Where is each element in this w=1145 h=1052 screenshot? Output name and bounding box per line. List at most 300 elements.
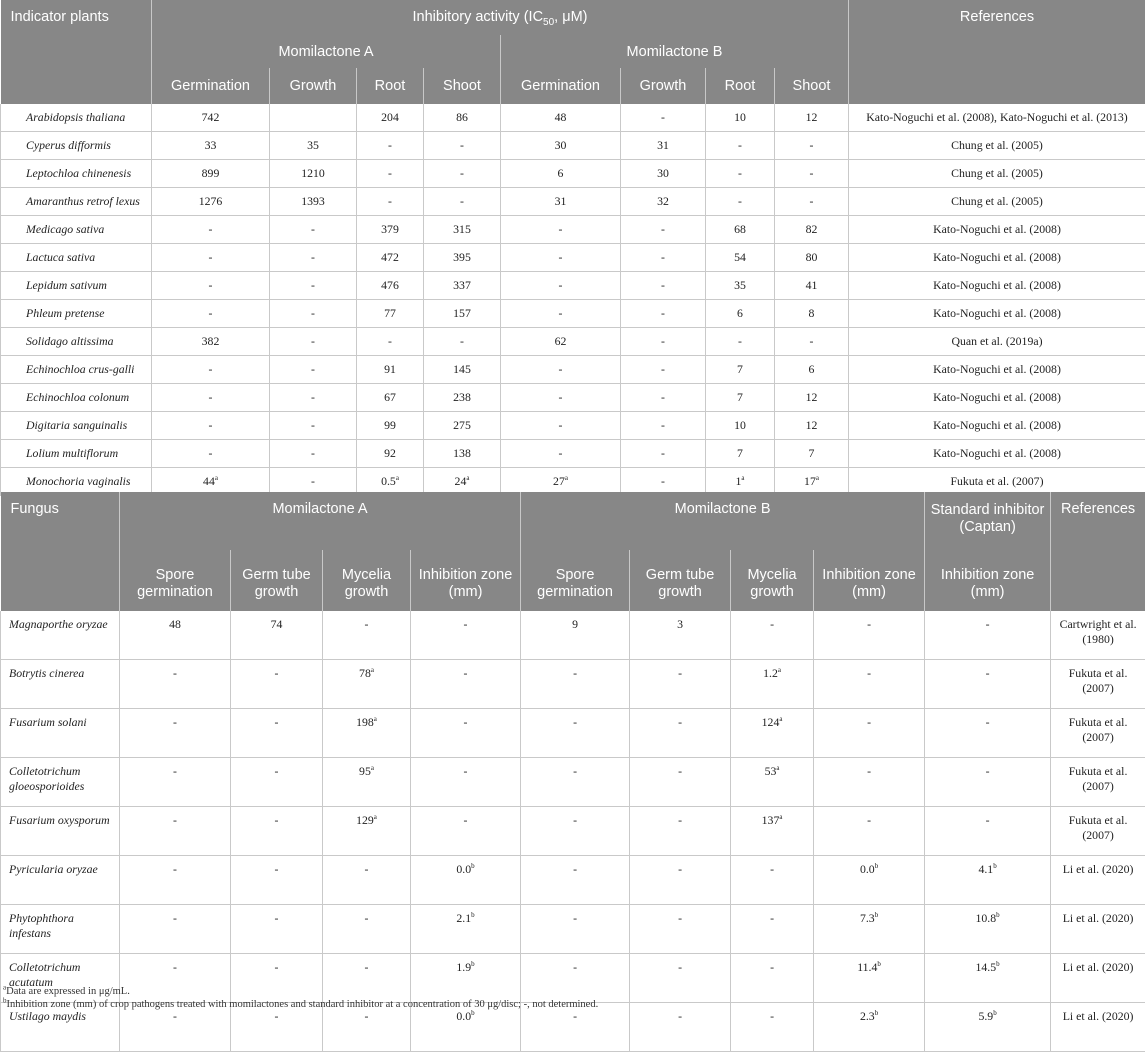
value-cell: - [521, 905, 630, 954]
subheader: Root [706, 68, 775, 104]
footnote-marker: b [875, 1009, 879, 1017]
value-cell: 1.9$^b$ [411, 954, 521, 1003]
value-cell: 7.3$^b$ [814, 905, 925, 954]
value-cell: - [925, 660, 1051, 709]
reference-cell: Fukuta et al. (2007) [1051, 807, 1145, 856]
species-name: Phytophthora infestans [1, 905, 120, 954]
value-cell: 74 [231, 611, 323, 660]
value-cell: - [775, 328, 849, 356]
footnote-marker: b [471, 1009, 475, 1017]
reference-cell: Cartwright et al. (1980) [1051, 611, 1145, 660]
reference-cell: Fukuta et al. (2007) [1051, 758, 1145, 807]
value-cell: - [411, 611, 521, 660]
value-cell: 27$^a$ [501, 468, 621, 496]
value-cell: 382 [152, 328, 270, 356]
subheader: Spore germination [521, 550, 630, 611]
value-cell: - [357, 328, 424, 356]
value-cell: - [731, 905, 814, 954]
value-cell: 7 [706, 356, 775, 384]
species-name: Botrytis cinerea [1, 660, 120, 709]
value-cell: 62 [501, 328, 621, 356]
footnote-marker: a [779, 813, 782, 821]
value-cell: - [357, 132, 424, 160]
value-cell: - [120, 856, 231, 905]
footnote-marker: a [779, 715, 782, 723]
table-row [1, 807, 1145, 856]
value-cell: 2.3$^b$ [814, 1003, 925, 1052]
value-cell: 315 [424, 216, 501, 244]
value-cell: - [775, 132, 849, 160]
footnote-marker: b [471, 862, 475, 870]
subheader: Mycelia growth [731, 550, 814, 611]
value-cell: - [925, 611, 1051, 660]
value-cell: 48 [501, 104, 621, 132]
value-cell: - [521, 856, 630, 905]
reference-cell: Kato-Noguchi et al. (2008) [849, 216, 1145, 244]
value-cell: - [621, 412, 706, 440]
value-cell: 54 [706, 244, 775, 272]
value-cell: - [270, 468, 357, 496]
header-inhibitory-activity: Inhibitory activity ($IC_{50}$, μM) [152, 0, 849, 35]
footnote-marker: a [778, 666, 781, 674]
table-row [1, 328, 1145, 356]
value-cell: - [270, 440, 357, 468]
value-cell: - [621, 356, 706, 384]
value-cell: - [521, 660, 630, 709]
value-cell: - [424, 160, 501, 188]
reference-cell: Chung et al. (2005) [849, 160, 1145, 188]
value-cell: - [323, 611, 411, 660]
value-cell: 157 [424, 300, 501, 328]
value-cell: - [630, 905, 731, 954]
subheader: Germination [501, 68, 621, 104]
value-cell: 30 [621, 160, 706, 188]
reference-cell: Fukuta et al. (2007) [1051, 660, 1145, 709]
value-cell: 17$^a$ [775, 468, 849, 496]
table-row [1, 104, 1145, 132]
value-cell: - [270, 356, 357, 384]
species-name: Echinochloa colonum [1, 384, 152, 412]
value-cell: 77 [357, 300, 424, 328]
header-references: References [849, 0, 1145, 104]
value-cell: - [152, 412, 270, 440]
species-name: Arabidopsis thaliana [1, 104, 152, 132]
value-cell: 24$^a$ [424, 468, 501, 496]
value-cell: 742 [152, 104, 270, 132]
reference-cell: Kato-Noguchi et al. (2008) [849, 272, 1145, 300]
value-cell: - [501, 216, 621, 244]
table-row [1, 132, 1145, 160]
value-cell: 137$^a$ [731, 807, 814, 856]
value-cell: - [323, 856, 411, 905]
table-row [1, 244, 1145, 272]
value-cell: - [731, 954, 814, 1003]
value-cell: 3 [630, 611, 731, 660]
header-momilactone-a: Momilactone A [152, 35, 501, 68]
header-momilactone-b: Momilactone B [501, 35, 849, 68]
value-cell: - [152, 300, 270, 328]
value-cell: - [424, 188, 501, 216]
value-cell: - [120, 1003, 231, 1052]
value-cell: - [120, 758, 231, 807]
value-cell: - [152, 440, 270, 468]
table-row [1, 412, 1145, 440]
species-name: Digitaria sanguinalis [1, 412, 152, 440]
value-cell: - [775, 160, 849, 188]
header-momilactone-b: Momilactone B [521, 492, 925, 550]
value-cell: - [152, 216, 270, 244]
value-cell: - [630, 856, 731, 905]
value-cell: - [424, 132, 501, 160]
value-cell: - [152, 244, 270, 272]
species-name: Lepidum sativum [1, 272, 152, 300]
value-cell: - [411, 758, 521, 807]
table-row [1, 300, 1145, 328]
subheader: Inhibition zone (mm) [411, 550, 521, 611]
value-cell: 0.0$^b$ [411, 856, 521, 905]
value-cell: - [521, 954, 630, 1003]
table-row [1, 440, 1145, 468]
value-cell: 68 [706, 216, 775, 244]
value-cell: 9 [521, 611, 630, 660]
subheader: Spore germination [120, 550, 231, 611]
value-cell: - [270, 244, 357, 272]
value-cell: - [621, 300, 706, 328]
table-row [1, 954, 1145, 1003]
value-cell: - [411, 660, 521, 709]
footnote-marker: b [993, 862, 997, 870]
value-cell: - [630, 1003, 731, 1052]
table-row [1, 272, 1145, 300]
value-cell: 337 [424, 272, 501, 300]
footnote-marker: b [996, 911, 1000, 919]
table-row [1, 384, 1145, 412]
value-cell: - [621, 272, 706, 300]
subheader: Growth [621, 68, 706, 104]
reference-cell: Chung et al. (2005) [849, 132, 1145, 160]
value-cell: 899 [152, 160, 270, 188]
value-cell: 1.2$^a$ [731, 660, 814, 709]
reference-cell: Kato-Noguchi et al. (2008) [849, 356, 1145, 384]
footnote-marker: a [466, 474, 469, 482]
value-cell: 198$^a$ [323, 709, 411, 758]
value-cell: 379 [357, 216, 424, 244]
footnote-marker: a [371, 666, 374, 674]
reference-cell: Kato-Noguchi et al. (2008) [849, 440, 1145, 468]
subheader: Germination [152, 68, 270, 104]
value-cell: 99 [357, 412, 424, 440]
value-cell: - [814, 660, 925, 709]
value-cell: 92 [357, 440, 424, 468]
footnote-marker: b [875, 862, 879, 870]
value-cell: 35 [706, 272, 775, 300]
table-row [1, 758, 1145, 807]
header-standard-inhibitor: Standard inhibitor (Captan) [925, 492, 1051, 550]
value-cell: - [323, 954, 411, 1003]
species-name: Echinochloa crus-galli [1, 356, 152, 384]
value-cell: 10 [706, 104, 775, 132]
footnote-marker: b [875, 911, 879, 919]
footnote-marker: a [374, 715, 377, 723]
value-cell: 12 [775, 412, 849, 440]
value-cell: 0.0$^b$ [411, 1003, 521, 1052]
value-cell: - [231, 709, 323, 758]
value-cell: - [501, 356, 621, 384]
value-cell: - [630, 660, 731, 709]
footnote-marker: b [996, 960, 1000, 968]
value-cell [270, 104, 357, 132]
value-cell: 6 [775, 356, 849, 384]
reference-cell: Fukuta et al. (2007) [849, 468, 1145, 496]
value-cell: 8 [775, 300, 849, 328]
value-cell: - [270, 272, 357, 300]
species-name: Pyricularia oryzae [1, 856, 120, 905]
value-cell: 1210 [270, 160, 357, 188]
value-cell: - [357, 188, 424, 216]
value-cell: 6 [501, 160, 621, 188]
table-row [1, 905, 1145, 954]
subheader: Shoot [424, 68, 501, 104]
value-cell: 129$^a$ [323, 807, 411, 856]
value-cell: 14.5$^b$ [925, 954, 1051, 1003]
header-fungus: Fungus [1, 492, 120, 611]
value-cell: - [621, 468, 706, 496]
species-name: Magnaporthe oryzae [1, 611, 120, 660]
reference-cell: Kato-Noguchi et al. (2008) [849, 412, 1145, 440]
value-cell: - [706, 188, 775, 216]
value-cell: 48 [120, 611, 231, 660]
species-name: Ustilago maydis [1, 1003, 120, 1052]
reference-cell: Kato-Noguchi et al. (2008), Kato-Noguchi et al. (2013) [849, 104, 1145, 132]
value-cell: - [152, 384, 270, 412]
value-cell: - [152, 272, 270, 300]
value-cell: - [231, 660, 323, 709]
value-cell: - [775, 188, 849, 216]
value-cell: 11.4$^b$ [814, 954, 925, 1003]
footnote-marker: a [816, 474, 819, 482]
value-cell: - [630, 709, 731, 758]
header-momilactone-a: Momilactone A [120, 492, 521, 550]
table-row [1, 660, 1145, 709]
value-cell: - [925, 758, 1051, 807]
subheader: Root [357, 68, 424, 104]
value-cell: - [621, 440, 706, 468]
footnote-marker: a [371, 764, 374, 772]
species-name: Colletotrichum gloeosporioides [1, 758, 120, 807]
value-cell: 12 [775, 384, 849, 412]
value-cell: 476 [357, 272, 424, 300]
value-cell: 0.5$^a$ [357, 468, 424, 496]
subheader: Germ tube growth [231, 550, 323, 611]
value-cell: 82 [775, 216, 849, 244]
footnote-marker: a [741, 474, 744, 482]
species-name: Fusarium oxysporum [1, 807, 120, 856]
value-cell: 95$^a$ [323, 758, 411, 807]
value-cell: - [501, 412, 621, 440]
species-name: Fusarium solani [1, 709, 120, 758]
value-cell: - [814, 807, 925, 856]
value-cell: 6 [706, 300, 775, 328]
value-cell: - [501, 384, 621, 412]
footnote-a: $^a$Data are expressed in μg/mL. [3, 986, 130, 997]
value-cell: 30 [501, 132, 621, 160]
value-cell: 33 [152, 132, 270, 160]
footnote-marker: b [471, 911, 475, 919]
value-cell: - [731, 611, 814, 660]
plants-table [0, 0, 1145, 496]
footnote-marker: b [471, 960, 475, 968]
species-name: Lactuca sativa [1, 244, 152, 272]
value-cell: - [323, 1003, 411, 1052]
table-row [1, 216, 1145, 244]
table-row [1, 356, 1145, 384]
value-cell: 2.1$^b$ [411, 905, 521, 954]
value-cell: - [521, 758, 630, 807]
reference-cell: Li et al. (2020) [1051, 905, 1145, 954]
reference-cell: Li et al. (2020) [1051, 954, 1145, 1003]
value-cell: 7 [706, 384, 775, 412]
table-row [1, 709, 1145, 758]
value-cell: 7 [775, 440, 849, 468]
value-cell: - [630, 954, 731, 1003]
value-cell: 41 [775, 272, 849, 300]
value-cell: 91 [357, 356, 424, 384]
value-cell: - [630, 807, 731, 856]
footnote-marker: a [3, 984, 6, 992]
subheader: Growth [270, 68, 357, 104]
value-cell: - [630, 758, 731, 807]
species-name: Colletotrichum acutatum [1, 954, 120, 1003]
reference-cell: Kato-Noguchi et al. (2008) [849, 300, 1145, 328]
value-cell: 5.9$^b$ [925, 1003, 1051, 1052]
value-cell: - [120, 905, 231, 954]
value-cell: - [501, 244, 621, 272]
value-cell: - [814, 709, 925, 758]
table-row [1, 188, 1145, 216]
value-cell: 32 [621, 188, 706, 216]
footnote-marker: b [3, 997, 7, 1005]
value-cell: - [621, 384, 706, 412]
value-cell: - [270, 384, 357, 412]
value-cell: - [521, 1003, 630, 1052]
footnote-marker: a [776, 764, 779, 772]
value-cell: - [120, 709, 231, 758]
value-cell: - [424, 328, 501, 356]
value-cell: - [120, 954, 231, 1003]
value-cell: - [357, 160, 424, 188]
value-cell: - [925, 709, 1051, 758]
value-cell: - [270, 412, 357, 440]
reference-cell: Kato-Noguchi et al. (2008) [849, 384, 1145, 412]
value-cell: - [231, 758, 323, 807]
footnote-b: $^b$Inhibition zone (mm) of crop pathogens treated with momilactones and standard inhibitor at a concentration of 30 μg/disc; -, not determined. [3, 999, 598, 1010]
value-cell: - [231, 905, 323, 954]
value-cell: - [706, 328, 775, 356]
value-cell: - [270, 216, 357, 244]
value-cell: 10.8$^b$ [925, 905, 1051, 954]
value-cell: - [501, 272, 621, 300]
subheader: Germ tube growth [630, 550, 731, 611]
species-name: Leptochloa chinenesis [1, 160, 152, 188]
species-name: Amaranthus retrof lexus [1, 188, 152, 216]
value-cell: 67 [357, 384, 424, 412]
value-cell: 1393 [270, 188, 357, 216]
value-cell: - [411, 709, 521, 758]
value-cell: - [731, 856, 814, 905]
species-name: Medicago sativa [1, 216, 152, 244]
value-cell: - [521, 709, 630, 758]
species-name: Lolium multiflorum [1, 440, 152, 468]
value-cell: 7 [706, 440, 775, 468]
value-cell: 1276 [152, 188, 270, 216]
fungi-table-body [1, 611, 1145, 1052]
reference-cell: Fukuta et al. (2007) [1051, 709, 1145, 758]
footnote-marker: a [396, 474, 399, 482]
value-cell: - [270, 328, 357, 356]
value-cell: - [231, 807, 323, 856]
value-cell: - [411, 807, 521, 856]
footnote-marker: a [374, 813, 377, 821]
value-cell: 4.1$^b$ [925, 856, 1051, 905]
value-cell: - [120, 807, 231, 856]
reference-cell: Chung et al. (2005) [849, 188, 1145, 216]
value-cell: - [621, 328, 706, 356]
value-cell: - [270, 300, 357, 328]
value-cell: - [814, 758, 925, 807]
table-row [1, 611, 1145, 660]
value-cell: 78$^a$ [323, 660, 411, 709]
value-cell: - [621, 216, 706, 244]
value-cell: 204 [357, 104, 424, 132]
header-references: References [1051, 492, 1145, 611]
footnote-marker: a [215, 474, 218, 482]
footnote-marker: b [877, 960, 881, 968]
species-name: Monochoria vaginalis [1, 468, 152, 496]
value-cell: - [814, 611, 925, 660]
value-cell: 395 [424, 244, 501, 272]
footnote-marker: b [993, 1009, 997, 1017]
value-cell: 35 [270, 132, 357, 160]
value-cell: - [521, 807, 630, 856]
value-cell: 124$^a$ [731, 709, 814, 758]
value-cell: - [925, 807, 1051, 856]
value-cell: 275 [424, 412, 501, 440]
value-cell: 86 [424, 104, 501, 132]
value-cell: - [152, 356, 270, 384]
value-cell: - [621, 104, 706, 132]
value-cell: - [731, 1003, 814, 1052]
footnote-marker: a [565, 474, 568, 482]
value-cell: 472 [357, 244, 424, 272]
value-cell: 10 [706, 412, 775, 440]
subheader: Inhibition zone (mm) [814, 550, 925, 611]
species-name: Phleum pretense [1, 300, 152, 328]
value-cell: 1$^a$ [706, 468, 775, 496]
value-cell: - [231, 856, 323, 905]
plants-table-body [1, 104, 1145, 496]
header-indicator-plants: Indicator plants [1, 0, 152, 104]
value-cell: - [323, 905, 411, 954]
value-cell: - [231, 1003, 323, 1052]
value-cell: - [231, 954, 323, 1003]
value-cell: 0.0$^b$ [814, 856, 925, 905]
species-name: Cyperus difformis [1, 132, 152, 160]
fungi-table [0, 492, 1145, 1052]
subheader: Shoot [775, 68, 849, 104]
value-cell: - [706, 132, 775, 160]
value-cell: 80 [775, 244, 849, 272]
value-cell: 31 [501, 188, 621, 216]
